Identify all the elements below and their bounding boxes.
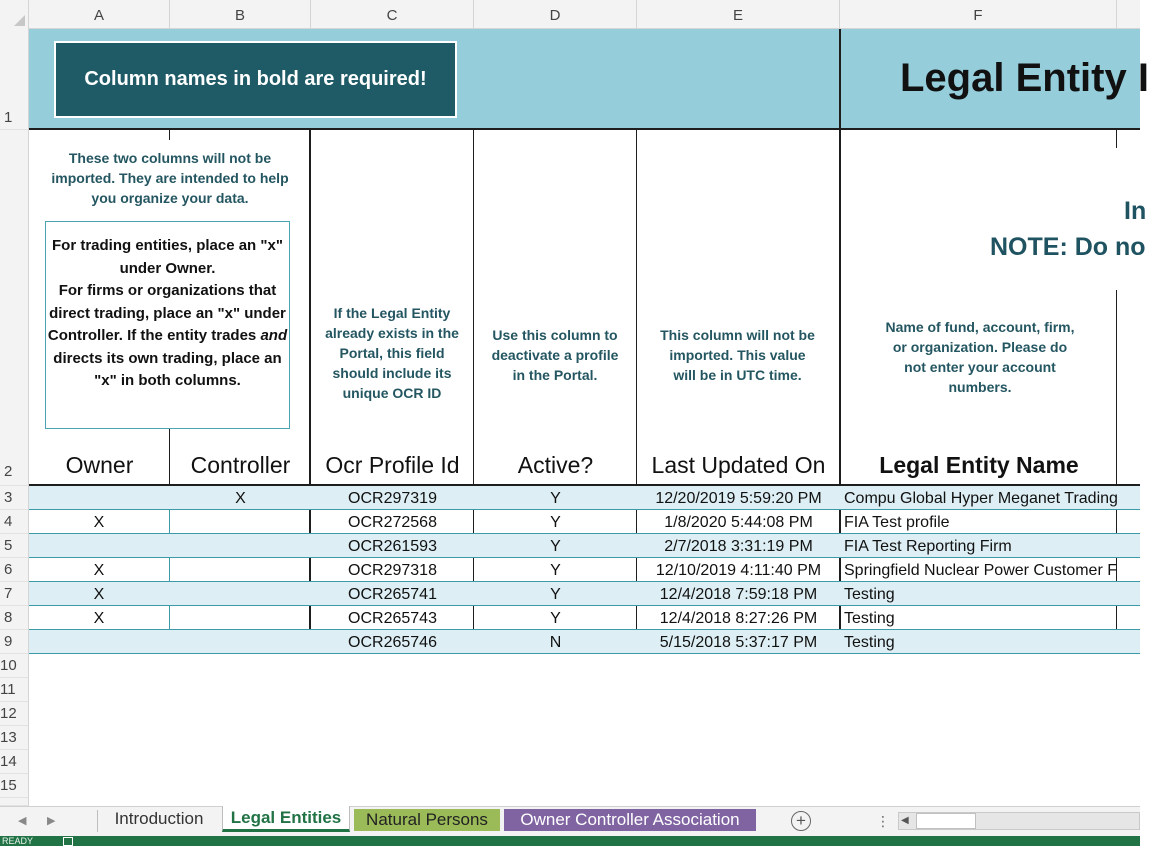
cell-last-updated[interactable]: 12/20/2019 5:59:20 PM	[655, 490, 822, 507]
required-columns-note: Column names in bold are required!	[54, 41, 457, 118]
cell-controller[interactable]: X	[235, 490, 246, 507]
table-row	[29, 630, 1140, 654]
cell-legal-entity-name[interactable]: FIA Test Reporting Firm	[844, 538, 1012, 555]
table-row	[29, 582, 1140, 606]
row-header-3[interactable]: 3	[0, 486, 29, 510]
sheet-tab-bar	[0, 806, 1140, 836]
partial-heading: In	[1124, 197, 1147, 225]
column-header-f[interactable]: F	[840, 0, 1117, 29]
row-header-15[interactable]: 15	[0, 774, 29, 798]
cell-owner[interactable]: X	[93, 514, 105, 531]
cell-owner[interactable]: X	[93, 586, 105, 603]
header-active[interactable]: Active?	[517, 452, 594, 478]
header-last-updated[interactable]: Last Updated On	[651, 452, 826, 478]
cell-last-updated[interactable]: 1/8/2020 5:44:08 PM	[664, 514, 813, 531]
cell-legal-entity-name[interactable]: Testing	[844, 610, 895, 627]
row-header-10[interactable]: 10	[0, 654, 29, 678]
row-header-14[interactable]: 14	[0, 750, 29, 774]
row-header-9[interactable]: 9	[0, 630, 29, 654]
column-header-g[interactable]	[1117, 0, 1140, 29]
row-header-5[interactable]: 5	[0, 534, 29, 558]
cell-owner[interactable]	[29, 534, 169, 557]
row-header-6[interactable]: 6	[0, 558, 29, 582]
cell-ocr-id[interactable]: OCR265746	[348, 634, 437, 651]
cell-legal-entity-name[interactable]: Testing	[844, 586, 895, 603]
row-header-13[interactable]: 13	[0, 726, 29, 750]
table-row	[29, 558, 1140, 582]
column-header-a[interactable]: A	[29, 0, 170, 29]
cell-active[interactable]: Y	[550, 586, 561, 603]
cell-legal-entity-name[interactable]: Testing	[844, 634, 895, 651]
cell-last-updated[interactable]: 12/10/2019 4:11:40 PM	[655, 562, 822, 579]
cell-ocr-id[interactable]: OCR272568	[348, 514, 437, 531]
cell-last-updated[interactable]: 12/4/2018 7:59:18 PM	[659, 586, 818, 603]
owner-controller-info-box	[45, 221, 290, 429]
sheet-title: Legal Entity I	[900, 56, 1149, 100]
scrollbar-thumb[interactable]	[916, 813, 976, 829]
cell-active[interactable]: Y	[550, 490, 561, 507]
status-mode: READY	[2, 836, 34, 846]
row-header-7[interactable]: 7	[0, 582, 29, 606]
cell-ocr-id[interactable]: OCR261593	[348, 538, 437, 555]
row-header-11[interactable]: 11	[0, 678, 29, 702]
cell-ocr-id[interactable]: OCR297318	[348, 562, 437, 579]
header-legal-entity-name[interactable]: Legal Entity Name	[879, 452, 1079, 478]
banner-divider	[839, 29, 841, 130]
cell-owner[interactable]	[29, 486, 169, 509]
status-bar	[0, 836, 1140, 846]
table-row	[29, 606, 1140, 630]
column-header-e[interactable]: E	[637, 0, 840, 29]
legal-entity-name-note: Name of fund, account, firm, or organization. Please do not enter your account numbers.	[885, 319, 1075, 395]
cell-active[interactable]: Y	[550, 610, 561, 627]
cell-owner[interactable]	[29, 630, 169, 653]
cell-legal-entity-name[interactable]: FIA Test profile	[844, 514, 950, 531]
tab-legal-entities[interactable]: Legal Entities	[222, 806, 350, 832]
cell-last-updated[interactable]: 12/4/2018 8:27:26 PM	[659, 610, 818, 627]
table-row	[29, 534, 1140, 558]
more-options-icon[interactable]: ⋮	[876, 813, 890, 829]
scroll-left-icon[interactable]: ◀	[901, 815, 909, 826]
partial-note: NOTE: Do no	[990, 233, 1146, 261]
add-sheet-icon[interactable]: +	[791, 811, 811, 831]
grid-line	[1116, 130, 1117, 148]
cell-active[interactable]: Y	[550, 562, 561, 579]
tab-owner-controller-association[interactable]: Owner Controller Association	[504, 809, 756, 831]
last-updated-note: This column will not be imported. This value will be in UTC time.	[660, 327, 815, 383]
select-all-corner[interactable]	[0, 0, 29, 29]
cell-ocr-id[interactable]: OCR297319	[348, 490, 437, 507]
row-header-1[interactable]: 1	[0, 29, 29, 130]
info-emphasis: and	[260, 327, 288, 344]
cell-controller[interactable]	[170, 606, 311, 629]
active-note: Use this column to deactivate a profile in the Portal.	[491, 327, 619, 383]
row-header-8[interactable]: 8	[0, 606, 29, 630]
row-header-4[interactable]: 4	[0, 510, 29, 534]
cell-last-updated[interactable]: 2/7/2018 3:31:19 PM	[664, 538, 813, 555]
cell-active[interactable]: N	[549, 634, 562, 651]
cell-legal-entity-name[interactable]: Springfield Nuclear Power Customer F	[844, 562, 1117, 579]
cell-controller[interactable]	[170, 534, 311, 557]
grid-line	[169, 130, 170, 140]
column-header-c[interactable]: C	[311, 0, 474, 29]
cell-active[interactable]: Y	[550, 514, 561, 531]
cell-owner[interactable]: X	[93, 610, 105, 627]
cell-controller[interactable]	[170, 630, 311, 653]
cell-controller[interactable]	[170, 510, 311, 533]
info-line-2: For firms or organizations that direct trading, place an "x" under Controller. If the entity trades and directs its own trading, place an "x" in both columns.	[47, 282, 288, 389]
row-header-2[interactable]: 2	[0, 130, 29, 486]
cell-ocr-id[interactable]: OCR265741	[348, 586, 437, 603]
tab-introduction[interactable]: Introduction	[114, 809, 204, 828]
header-owner[interactable]: Owner	[65, 452, 134, 478]
scroll-tabs-left-icon[interactable]: ◀	[18, 815, 27, 827]
scroll-tabs-right-icon[interactable]: ▶	[47, 815, 56, 827]
horizontal-scrollbar[interactable]	[898, 812, 1140, 830]
cell-legal-entity-name[interactable]: Compu Global Hyper Meganet Trading	[844, 490, 1118, 507]
cell-owner[interactable]: X	[93, 562, 105, 579]
cell-controller[interactable]	[170, 558, 311, 581]
cell-ocr-id[interactable]: OCR265743	[348, 610, 437, 627]
cell-last-updated[interactable]: 5/15/2018 5:37:17 PM	[659, 634, 818, 651]
column-header-b[interactable]: B	[170, 0, 311, 29]
table-row	[29, 486, 1140, 510]
info-line-1: For trading entities, place an "x" under Owner.	[52, 237, 283, 277]
row-header-16[interactable]	[0, 798, 29, 806]
cell-active[interactable]: Y	[550, 538, 561, 555]
ocr-id-note: If the Legal Entity already exists in the Portal, this field should include its unique OCR ID	[325, 305, 459, 401]
row-header-12[interactable]: 12	[0, 702, 29, 726]
table-row	[29, 510, 1140, 534]
column-header-d[interactable]: D	[474, 0, 637, 29]
header-ocr-profile-id[interactable]: Ocr Profile Id	[325, 452, 460, 478]
cell-controller[interactable]	[170, 582, 311, 605]
header-controller[interactable]: Controller	[190, 452, 291, 478]
column-header-bar	[0, 0, 1140, 29]
ab-columns-note: These two columns will not be imported. They are intended to help you organize your data.	[51, 150, 289, 206]
macro-record-icon[interactable]	[63, 837, 73, 846]
tab-natural-persons[interactable]: Natural Persons	[354, 809, 500, 831]
